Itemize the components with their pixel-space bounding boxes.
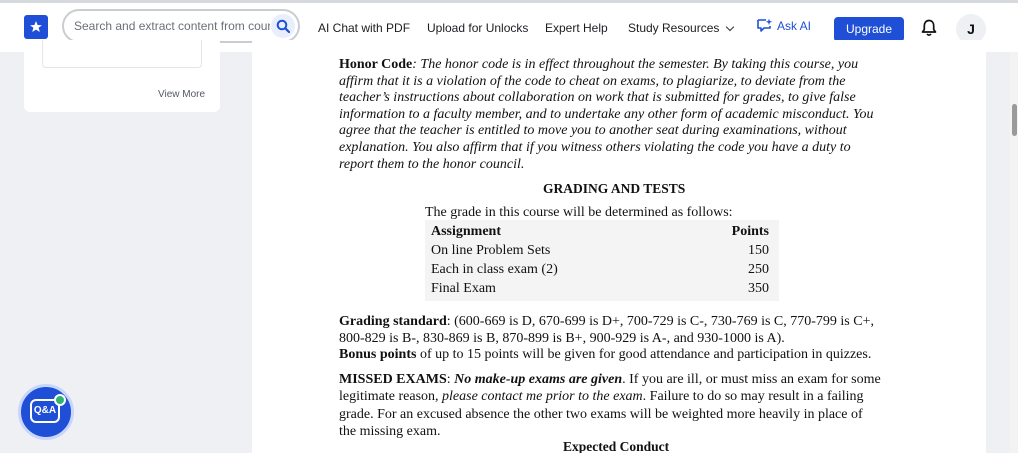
- qa-chat-button[interactable]: [18, 384, 74, 440]
- bonus-points-label: Bonus points: [339, 347, 417, 362]
- bonus-points-text: of up to 15 points will be given for good attendance and participation in quizzes.: [416, 347, 872, 362]
- missed-exams-text: grade. For an excused absence the other two exams will be weighted more heavily in place of: [339, 406, 863, 422]
- search-icon: [276, 19, 290, 33]
- missed-exams-policy: No make-up exams are given: [454, 372, 623, 387]
- search-box[interactable]: [62, 9, 300, 43]
- honor-code-line: information to a faculty member, and to undertake any other form of academic misconduct. You: [339, 106, 874, 122]
- upgrade-button[interactable]: Upgrade: [834, 17, 904, 42]
- grading-standard-label: Grading standard: [339, 314, 447, 329]
- table-cell-points: 250: [748, 262, 769, 277]
- missed-exams-text: the missing exam.: [339, 424, 441, 440]
- missed-exams-text: legitimate reason,: [339, 389, 443, 405]
- sidebar-card: [24, 40, 220, 112]
- missed-exams-text: . Failure to do so may result in a failing: [642, 389, 864, 405]
- grading-standard-line: : (600-669 is D, 670-699 is D+, 700-729 is C-, 730-769 is C, 770-799 is C+,: [446, 314, 874, 329]
- honor-code-line: explanation. You also affirm that if you witness others violating the code you have a duty to: [339, 139, 851, 155]
- table-header-points: Points: [731, 224, 769, 239]
- nav-expert-help[interactable]: Expert Help: [545, 21, 608, 35]
- table-cell-assignment: Each in class exam (2): [431, 262, 558, 277]
- missed-exams-text: . If you are ill, or must miss an exam for some: [622, 372, 881, 387]
- star-bookmark-icon: [28, 18, 44, 36]
- grading-standard-paragraph: [339, 314, 909, 347]
- honor-code-line: report them to the honor council.: [339, 156, 525, 172]
- sidebar-card-inner: [42, 40, 202, 68]
- honor-code-paragraph: [339, 57, 899, 173]
- user-avatar[interactable]: J: [956, 14, 986, 44]
- notification-bell-icon[interactable]: [921, 19, 937, 37]
- table-cell-points: 350: [748, 281, 769, 296]
- missed-exams-label: MISSED EXAMS: [339, 372, 447, 387]
- table-header-assignment: Assignment: [431, 224, 502, 239]
- grading-heading: GRADING AND TESTS: [543, 181, 686, 196]
- grading-table: [425, 220, 779, 301]
- page-scrollbar-thumb[interactable]: [1012, 104, 1017, 136]
- honor-code-label: Honor Code: [339, 57, 413, 72]
- missed-exams-paragraph: MISSED EXAMS: No make-up exams are given. If you are ill, or must miss an exam for some legitimate reason, please contact me prior to the exam. Failure to do so may result in a failing grade. For an excused absence the other two exams will be weighted more heavily in place of the missing exam.: [339, 372, 881, 440]
- table-cell-assignment: On line Problem Sets: [431, 243, 551, 258]
- grading-standard-line: 800-829 is B-, 830-869 is B, 870-899 is B+, 900-929 is A-, and 930-1000 is A).: [339, 330, 785, 346]
- ask-ai-button[interactable]: [756, 19, 811, 33]
- site-logo[interactable]: [24, 15, 48, 39]
- document-page: [252, 40, 986, 453]
- table-cell-assignment: Final Exam: [431, 281, 496, 296]
- honor-code-line: teacher’s instructions about collaboration on work that is submitted for grades, to give false: [339, 90, 856, 106]
- nav-upload-for-unlocks[interactable]: Upload for Unlocks: [427, 21, 529, 35]
- online-status-icon: [54, 394, 66, 406]
- search-button[interactable]: [271, 14, 295, 38]
- expected-conduct-heading: Expected Conduct: [563, 439, 670, 453]
- grading-intro: The grade in this course will be determined as follows:: [425, 205, 733, 220]
- honor-code-line: affirm that it is a violation of the code to cheat on exams, to plagiarize, to deviate from the: [339, 73, 846, 89]
- ask-ai-label: Ask AI: [777, 19, 812, 33]
- ai-chat-icon: [756, 18, 773, 33]
- nav-ai-chat-pdf[interactable]: AI Chat with PDF: [318, 21, 411, 35]
- missed-exams-emphasis: please contact me prior to the exam: [442, 389, 643, 405]
- honor-code-line: : The honor code is in effect throughout the semester. By taking this course, you: [412, 57, 859, 72]
- view-more-link[interactable]: View More: [158, 89, 206, 100]
- honor-code-line: agree that the teacher is entitled to move you to another seat during examinations, without: [339, 123, 847, 139]
- nav-study-resources-dropdown[interactable]: Study Resources: [628, 21, 733, 35]
- qa-label: Q&A: [30, 399, 60, 423]
- table-cell-points: 150: [748, 243, 769, 258]
- bonus-points-paragraph: [339, 347, 909, 364]
- search-input[interactable]: [74, 17, 270, 35]
